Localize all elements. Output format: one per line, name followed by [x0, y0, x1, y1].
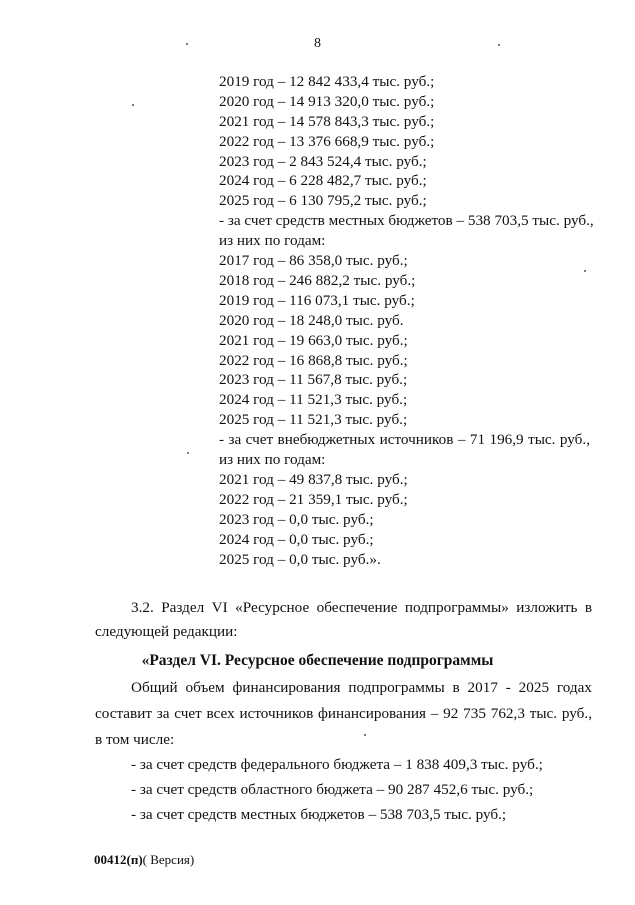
list-item: 2024 год – 11 521,3 тыс. руб.; [219, 391, 408, 409]
list-item: 2022 год – 16 868,8 тыс. руб.; [219, 351, 408, 369]
list-item: 2025 год – 0,0 тыс. руб.». [219, 550, 381, 568]
page-number: 8 [314, 36, 321, 51]
year-list-extra [219, 470, 408, 569]
year-list [219, 72, 434, 211]
list-item: 2018 год – 246 882,2 тыс. руб.; [219, 271, 416, 289]
list-item: 2019 год – 116 073,1 тыс. руб.; [219, 291, 415, 309]
scan-speck [498, 44, 500, 46]
extra-budget-block [219, 430, 590, 470]
list-item: 2022 год – 13 376 668,9 тыс. руб.; [219, 132, 435, 150]
document-version: ( Версия) [142, 852, 195, 867]
list-item: 2021 год – 49 837,8 тыс. руб.; [219, 471, 408, 488]
list-item: 2021 год – 19 663,0 тыс. руб.; [219, 331, 408, 349]
list-item: 2024 год – 0,0 тыс. руб.; [219, 530, 374, 548]
source-local: - за счет средств местных бюджетов – 538 703,5 тыс. руб.; [131, 806, 507, 823]
source-federal: - за счет средств федерального бюджета – 1 838 409,3 тыс. руб.; [131, 756, 543, 773]
list-item: 2017 год – 86 358,0 тыс. руб.; [219, 252, 408, 270]
local-budget-block [219, 211, 594, 251]
local-budget-total: - за счет средств местных бюджетов – 538 703,5 тыс. руб., [219, 212, 594, 230]
source-regional: - за счет средств областного бюджета – 90 287 452,6 тыс. руб.; [131, 781, 534, 798]
section-heading: «Раздел VI. Ресурсное обеспечение подпрограммы [141, 652, 494, 669]
list-item: 2019 год – 12 842 433,4 тыс. руб.; [219, 73, 435, 90]
scan-speck [186, 43, 188, 45]
footer [94, 852, 194, 868]
list-item: 2024 год – 6 228 482,7 тыс. руб.; [219, 172, 427, 190]
by-years-label: из них по годам: [219, 232, 326, 250]
total-financing-end: в том числе: [95, 731, 175, 748]
extra-budget-total: - за счет внебюджетных источников – 71 196,9 тыс. руб., [219, 431, 590, 449]
list-item: 2023 год – 0,0 тыс. руб.; [219, 510, 374, 528]
by-years-label: из них по годам: [219, 451, 326, 469]
list-item: 2020 год – 18 248,0 тыс. руб. [219, 311, 404, 329]
list-item: 2025 год – 11 521,3 тыс. руб.; [219, 411, 408, 429]
list-item: 2023 год – 2 843 524,4 тыс. руб.; [219, 152, 427, 170]
year-list-local [219, 251, 415, 430]
paragraph-3-2-cont: следующей редакции: [95, 623, 238, 640]
list-item: 2021 год – 14 578 843,3 тыс. руб.; [219, 112, 435, 130]
list-item: 2023 год – 11 567,8 тыс. руб.; [219, 371, 408, 389]
document-code: 00412(п) [94, 852, 143, 867]
paragraph-3-2: 3.2. Раздел VI «Ресурсное обеспечение подпрограммы» изложить в [131, 599, 593, 616]
total-financing-cont: составит за счет всех источников финансирования – 92 735 762,3 тыс. руб., [95, 705, 592, 722]
scan-speck [187, 452, 189, 454]
list-item: 2022 год – 21 359,1 тыс. руб.; [219, 490, 408, 508]
total-financing: Общий объем финансирования подпрограммы в 2017 - 2025 годах [131, 679, 592, 696]
scan-speck [364, 734, 366, 736]
list-item: 2025 год – 6 130 795,2 тыс. руб.; [219, 192, 427, 210]
scan-speck [132, 104, 134, 106]
list-item: 2020 год – 14 913 320,0 тыс. руб.; [219, 92, 435, 110]
scan-speck [584, 270, 586, 272]
